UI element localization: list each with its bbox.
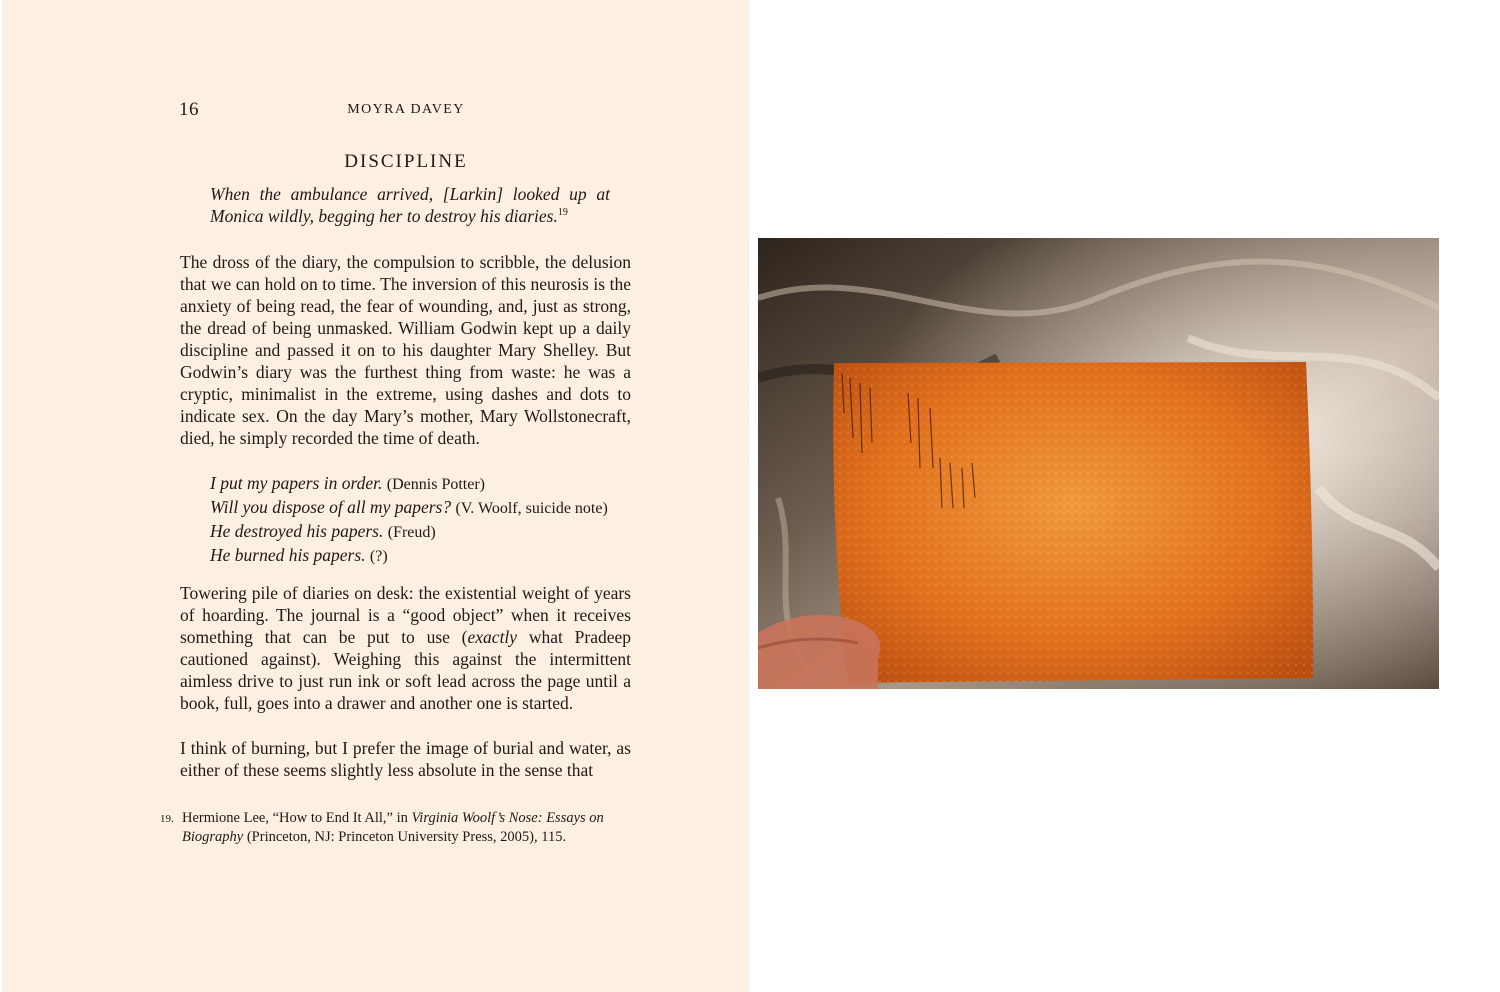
epigraph-text: When the ambulance arrived, [Larkin] looked up at Monica wildly, begging her to destroy his diaries. — [210, 184, 610, 226]
quote-source: (?) — [369, 548, 388, 565]
quote-text: Will you dispose of all my papers? — [210, 497, 452, 517]
epigraph — [210, 183, 610, 227]
paragraph-2-start: Towering pile of diaries on desk: the existential weight of years of hoarding. The journal is a “good object” when it receives something that can be put to use ( — [180, 583, 631, 647]
page-number: 16 — [179, 99, 199, 120]
body-paragraph-3: I think of burning, but I prefer the image of burial and water, as either of these seems slightly less absolute in the sense that — [180, 738, 631, 780]
quote-list — [210, 472, 630, 568]
paragraph-2-emphasis: exactly — [467, 627, 518, 647]
quote-source: (Dennis Potter) — [386, 476, 485, 493]
quote-line — [210, 544, 630, 568]
footnote-text-end: (Princeton, NJ: Princeton University Press, 2005), 115. — [243, 829, 567, 845]
notebook-texture — [833, 362, 1313, 683]
quote-line — [210, 520, 630, 544]
hand — [758, 615, 880, 689]
quote-line — [210, 496, 630, 520]
paragraph-2-end: what Pradeep cautioned against). Weighing this against the intermittent aimless drive to just run ink or soft lead across the page until a book, full, goes into a drawer and another one is started. — [180, 627, 631, 713]
quote-text: He destroyed his papers. — [210, 521, 384, 541]
footnote-number: 19. — [160, 813, 174, 825]
quote-source: (V. Woolf, suicide note) — [455, 500, 608, 517]
quote-line — [210, 472, 630, 496]
footnote-text — [182, 809, 635, 847]
section-title: DISCIPLINE — [344, 151, 468, 172]
running-head-author: MOYRA DAVEY — [347, 102, 465, 117]
quote-text: I put my papers in order. — [210, 473, 383, 493]
footnote-19 — [160, 809, 635, 847]
body-paragraph-2 — [180, 582, 631, 714]
body-paragraph-1: The dross of the diary, the compulsion to scribble, the delusion that we can hold on to time. The inversion of this neurosis is the anxiety of being read, the fear of wounding, and, just as strong, the dread of being unmasked. William Godwin kept up a daily discipline and passed it on to his daughter Mary Shelley. But Godwin’s diary was the furthest thing from waste: he was a cryptic, minimalist in the extreme, using dashes and dots to indicate sex. On the day Mary’s mother, Mary Wollstonecraft, died, he simply recorded the time of death. — [180, 252, 631, 448]
notebook-photo-illustration — [758, 238, 1439, 689]
quote-text: He burned his papers. — [210, 545, 366, 565]
epigraph-footnote-ref: 19 — [557, 207, 568, 219]
notebook-photo — [758, 238, 1439, 689]
footnote-text-start: Hermione Lee, “How to End It All,” in — [182, 810, 412, 826]
quote-source: (Freud) — [387, 524, 436, 541]
footnote-book-title: Virginia Woolf’s Nose: Essays on Biography — [182, 810, 604, 845]
